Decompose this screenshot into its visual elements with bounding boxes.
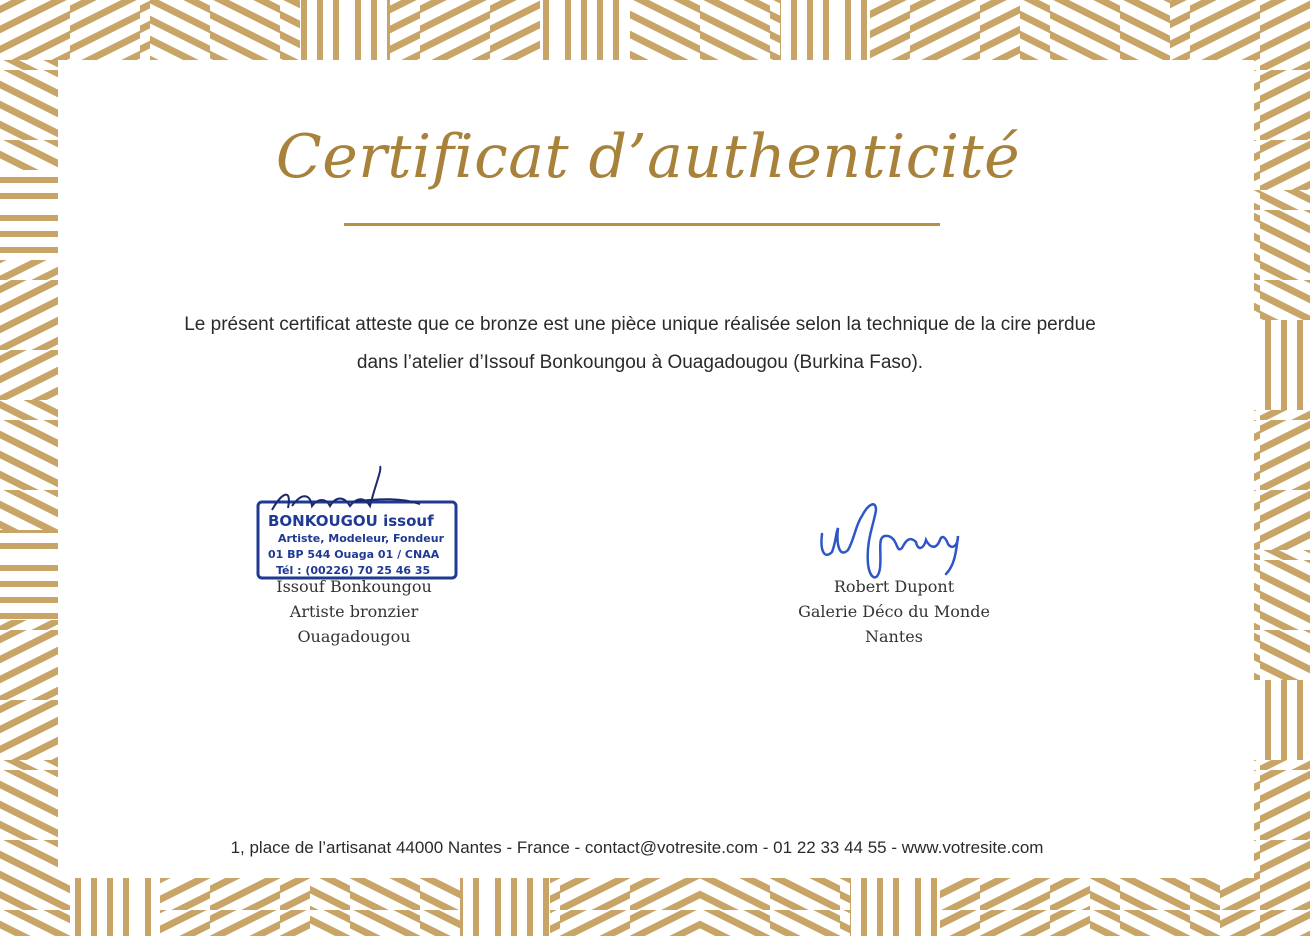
stamp-line: Tél : (00226) 70 25 46 35	[276, 564, 431, 577]
statement-line: dans l’atelier d’Issouf Bonkoungou à Ouagadougou (Burkina Faso).	[356, 352, 924, 373]
signatory-role: Artiste bronzier	[289, 602, 419, 621]
artist-stamp-and-signature	[252, 462, 472, 582]
stamp-line: Artiste, Modeleur, Fondeur	[278, 532, 445, 545]
statement-line: Le présent certificat atteste que ce bronze est une pièce unique réalisée selon la technique de la cire perdue	[184, 314, 1096, 335]
gallery-signature	[806, 494, 976, 586]
signatory-name: Issouf Bonkoungou	[276, 577, 432, 596]
certificate-statement	[80, 306, 1200, 382]
footer-contact: 1, place de l’artisanat 44000 Nantes - France - contact@votresite.com - 01 22 33 44 55 - www.votresite.com	[230, 838, 1044, 857]
stamp-line: BONKOUGOU issouf	[268, 512, 434, 530]
gallery-signature-block	[774, 574, 1014, 649]
signatory-city: Nantes	[865, 627, 923, 646]
title-underline	[344, 223, 940, 226]
artist-signature-block	[234, 574, 474, 649]
signatory-city: Ouagadougou	[297, 627, 411, 646]
signatory-name: Robert Dupont	[833, 577, 955, 596]
certificate-title: Certificat d’authenticité	[275, 122, 1021, 192]
signatory-role: Galerie Déco du Monde	[798, 602, 990, 621]
stamp-line: 01 BP 544 Ouaga 01 / CNAA	[268, 548, 440, 561]
